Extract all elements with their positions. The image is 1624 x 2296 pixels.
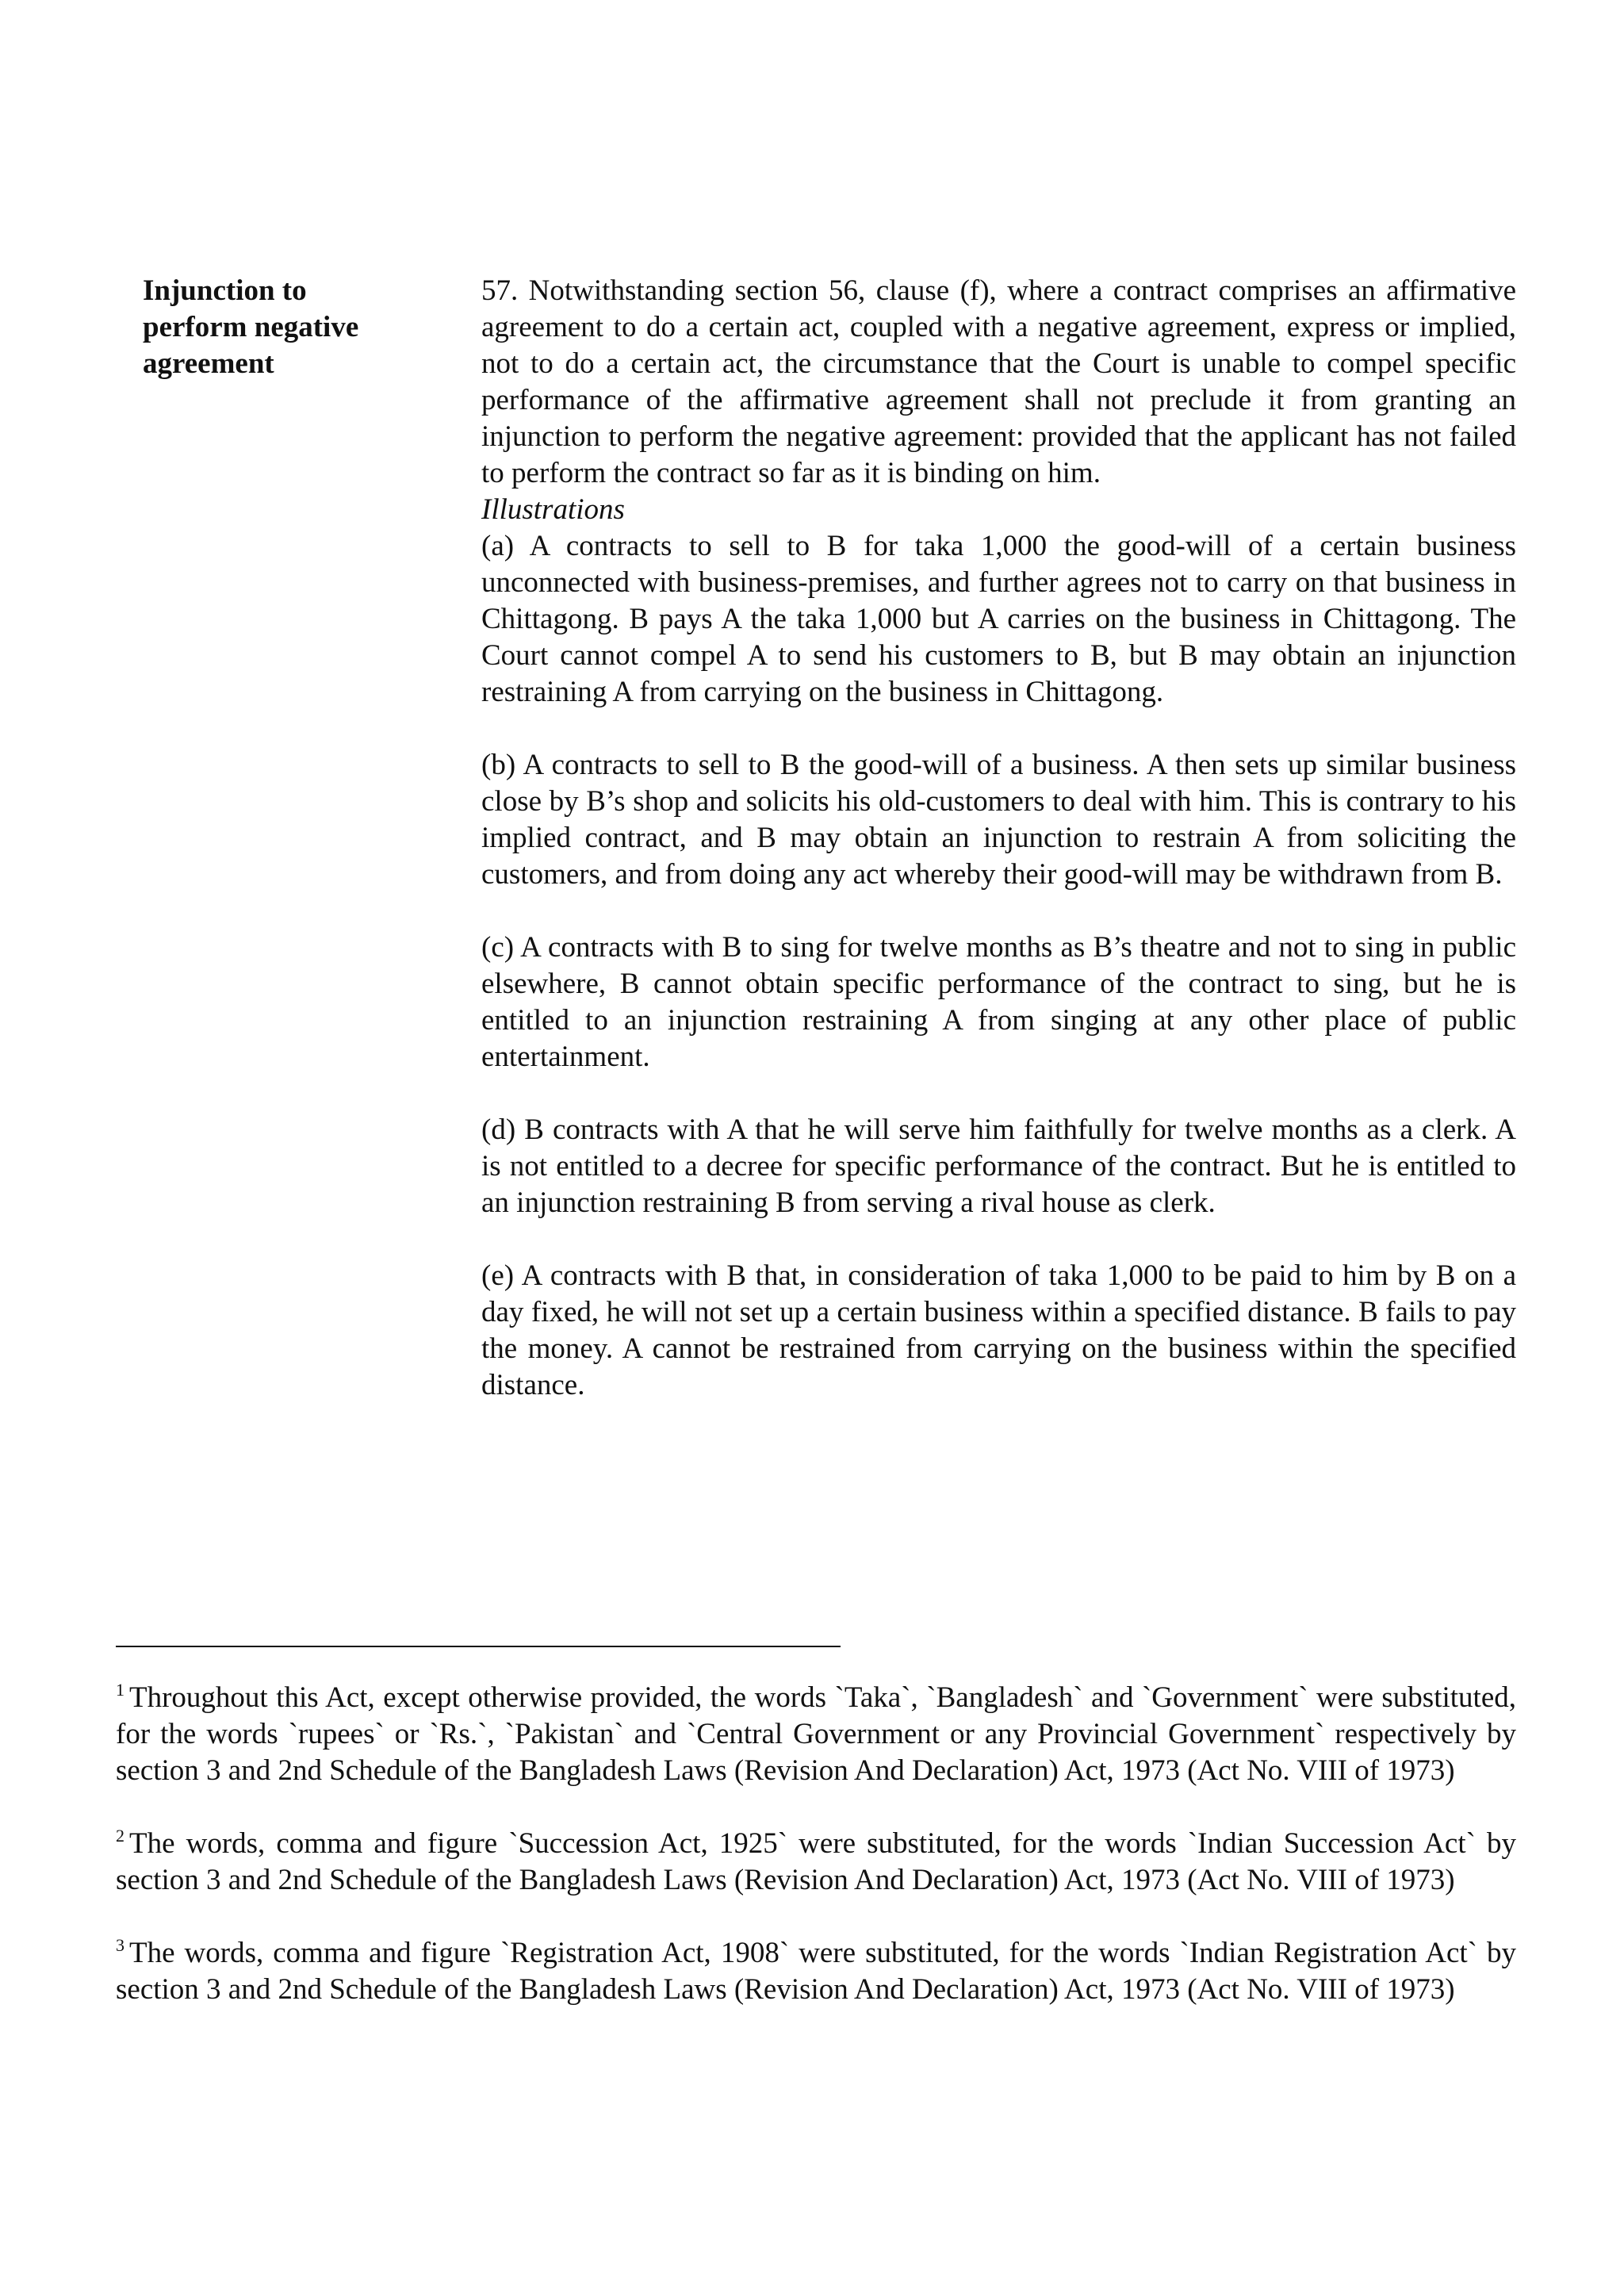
section-57-text: 57. Notwithstanding section 56, clause (f), where a contract comprises an affirmative agreement to do a certain act, coupled with a negative agreement, express or implied, not to do a certain act, the circumstance that the Court is unable to compel specific performance of the affirmative agreement shall not preclude it from granting an injunction to perform the negative agreement: provided that the applicant has not failed to perform the contract so far as it is binding on him. xyxy=(481,274,1516,489)
footnote-3 xyxy=(116,1935,1516,2008)
illustration-e: (e) A contracts with B that, in consideration of taka 1,000 to be paid to him by B on a day fixed, he will not set up a certain business within a specified distance. B fails to pay the money. A cannot be restrained from carrying on the business within the specified distance. xyxy=(481,1259,1516,1401)
illustration-c: (c) A contracts with B to sing for twelve months as B’s theatre and not to sing in public elsewhere, B cannot obtain specific performance of the contract to sing, but he is entitled to an injunction restraining A from singing at any other place of public entertainment. xyxy=(481,931,1516,1073)
footnote-3-text: The words, comma and figure `Registration Act, 1908` were substituted, for the words `Indian Registration Act` by section 3 and 2nd Schedule of the Bangladesh Laws (Revision And Declaration) Act, 1973 (Act No. VIII of 1973) xyxy=(116,1937,1516,2006)
illustrations-heading: Illustrations xyxy=(481,493,625,526)
footnote-2-number: 2 xyxy=(116,1826,124,1846)
illustration-d: (d) B contracts with A that he will serve him faithfully for twelve months as a clerk. A is not entitled to a decree for specific performance of the contract. But he is entitled to an injunction restraining B from serving a rival house as clerk. xyxy=(481,1114,1516,1219)
footnote-separator xyxy=(116,1646,841,1647)
footnote-1-text: Throughout this Act, except otherwise provided, the words `Taka`, `Bangladesh` and `Government` were substituted, for the words `rupees` or `Rs.`, `Pakistan` and `Central Government or any Provincial Government` respectively by section 3 and 2nd Schedule of the Bangladesh Laws (Revision And Declaration) Act, 1973 (Act No. VIII of 1973) xyxy=(116,1681,1516,1787)
footnote-2-text: The words, comma and figure `Succession Act, 1925` were substituted, for the words `Indian Succession Act` by section 3 and 2nd Schedule of the Bangladesh Laws (Revision And Declaration) Act, 1973 (Act No. VIII of 1973) xyxy=(116,1827,1516,1896)
marginal-note-heading: Injunction to perform negative agreement xyxy=(143,274,359,380)
illustration-a: (a) A contracts to sell to B for taka 1,000 the good-will of a certain business unconnected with business-premises, and further agrees not to carry on that business in Chittagong. B pays A the taka 1,000 but A carries on the business in Chittagong. The Court cannot compel A to send his customers to B, but B may obtain an injunction restraining A from carrying on the business in Chittagong. xyxy=(481,530,1516,708)
footnote-1-number: 1 xyxy=(116,1680,124,1700)
illustration-b: (b) A contracts to sell to B the good-will of a business. A then sets up similar business close by B’s shop and solicits his old-customers to deal with him. This is contrary to his implied contract, and B may obtain an injunction to restrain A from soliciting the customers, and from doing any act whereby their good-will may be withdrawn from B. xyxy=(481,749,1516,891)
footnote-2 xyxy=(116,1826,1516,1899)
footnotes xyxy=(116,1680,1516,2045)
footnote-3-number: 3 xyxy=(116,1935,124,1955)
footnote-1 xyxy=(116,1680,1516,1789)
section-57-body xyxy=(481,273,1516,1440)
